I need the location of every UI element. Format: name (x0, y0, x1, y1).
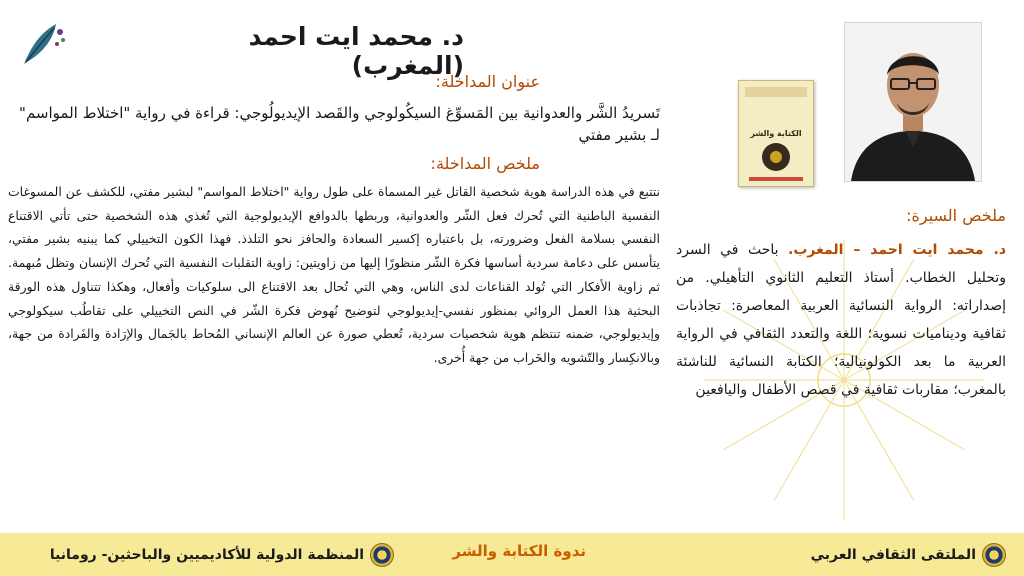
bio-name: د. محمد ايت احمد – المغرب. (788, 242, 1007, 258)
footer-right (811, 543, 1006, 567)
talk-heading: عنوان المداخلة: (435, 72, 540, 91)
cultural-forum-emblem-icon (982, 543, 1006, 567)
talk-title: تَسريدُ الشَّر والعدوانية بين المَسوِّغ السيكُولوجي والقَصد الإيديولُوجي: قراءة في رواية "اختلاط المواسم" لـ بشير مفتي (19, 104, 660, 144)
bio-text (676, 236, 1006, 404)
footer-left (50, 543, 394, 567)
book-cover-image (738, 80, 814, 187)
speaker-photo (844, 22, 982, 182)
bio-body: باحث في السرد وتحليل الخطاب. أستاذ التعليم الثانوي التأهيلي. من إصداراته: الرواية النسائية العربية المعاصرة: تجاذبات ثقافية وديناميات نسوية؛ اللغة والتعدد الثقافي في الرواية العربية ما بعد الكولونيالية؛ الكتابة النسائية للناشئة بالمغرب؛ مقاربات ثقافية في قصص الأطفال واليافعين (676, 242, 1006, 398)
abstract-heading: ملخص المداخلة: (430, 154, 540, 173)
book-cover-title: الكتابة والشر (750, 129, 802, 138)
footer-left-label: المنظمة الدولية للأكاديميين والباحثين- رومانيا (49, 547, 364, 563)
footer-right-label: الملتقى الثقافي العربي (810, 547, 976, 563)
academic-organization-emblem-icon (370, 543, 394, 567)
bio-heading: ملخص السيرة: (906, 206, 1006, 225)
speaker-name: د. محمد ايت احمد (المغرب) (248, 22, 464, 80)
footer-center-label: ندوة الكتابة والشر (452, 542, 586, 560)
footer-bar (0, 533, 1024, 576)
abstract-text: نتتبع في هذه الدراسة هوية شخصية القاتل غير المسماة على طول رواية "اختلاط المواسم" لبشير مفتي، للكشف عن المسوغات النفسية الباطنية التي تُحرك فعل الشّر والعدوانية، وربطها بالدوافع الإيديولوجية التي تُغذي هذه الشخصية حتى تأتي الاقتناع النفسي بسلامة الفعل وضرورته، بل باعتباره إكسير السعادة والحافز نحو التلذذ. فهذا الكون التخييلي كما يبنيه بشير مفتي، يتأسس على دعامة سردية أساسها فكرة الشّر منظورًا إليها من زاويتين: زاوية التقلبات النفسية التي تُحرك الإنسان وتظل مُبهمة. ثم زاوية الأفكار التي تُولد القناعات لدى الناس، وهي التي تُحال بعد الاقتناع الى سلوكيات وأفعال، وهكذا تتناول هذه الورقة البحثية هذا العمل الروائي بمنظور نفسي-إيديولوجي لتوضيح نُهوض فكرة الشّر في النص التخييلي على تقاطُب سيكولوجي وإيديولوجي، ضمنه تنتظم هوية شخصيات سردية، تُعطي صورة عن العالم الإنساني المُحاط بالجَمال والإرَادة والفَرادة من جهة، وبالانكِسار والتّشويه والخَراب من جهة أُخرى. (8, 184, 660, 365)
footer-center (452, 542, 586, 560)
feather-logo-icon (16, 20, 68, 68)
